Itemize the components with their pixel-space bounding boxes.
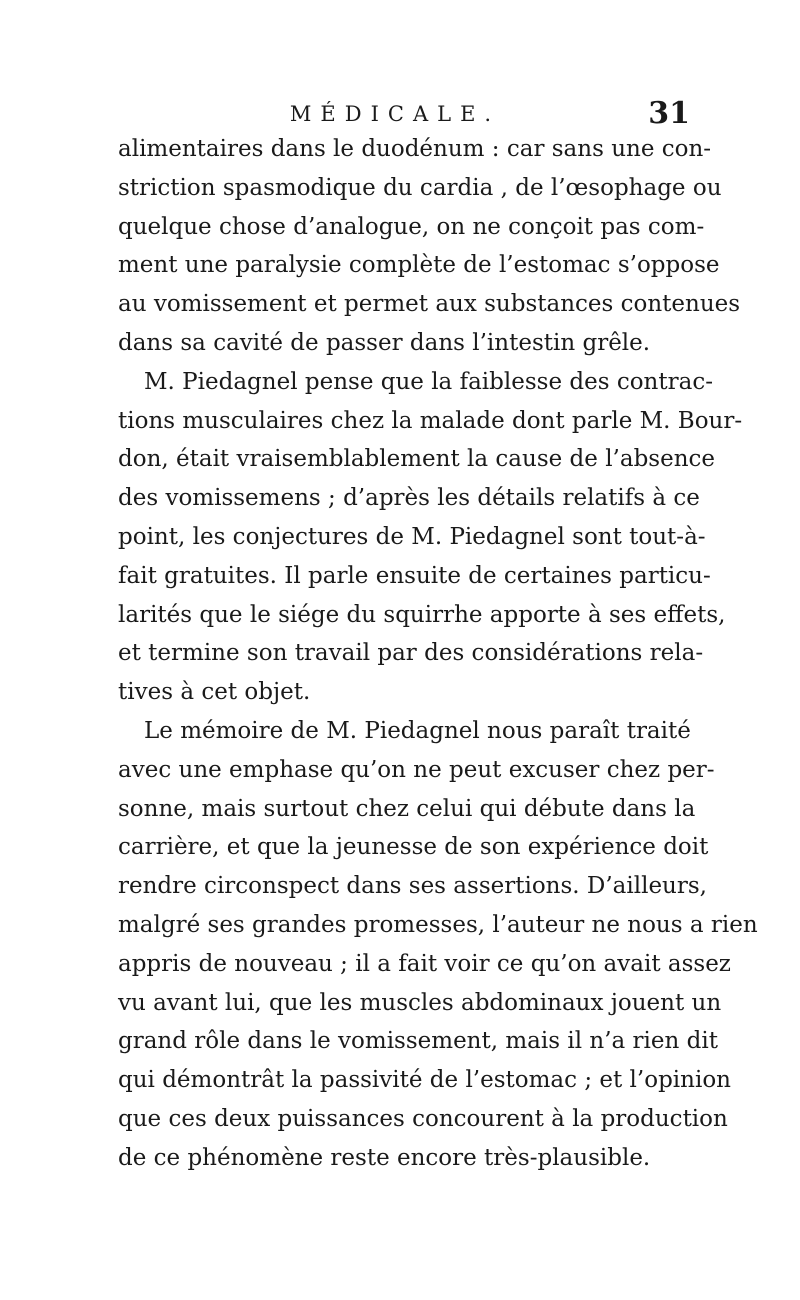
text-line: au vomissement et permet aux substances contenues [118,291,741,318]
page-number: 31 [648,96,690,131]
text-line: carrière, et que la jeunesse de son expérience doit [118,834,709,861]
text-line: vu avant lui, que les muscles abdominaux jouent un [118,989,722,1016]
text-line: des vomissemens ; d’après les détails relatifs à ce [118,485,700,512]
text-line: rendre circonspect dans ses assertions. D’ailleurs, [118,873,707,900]
text-line: tives à cet objet. [118,679,311,706]
text-line: M. Piedagnel pense que la faiblesse des contrac- [144,368,713,395]
text-line: que ces deux puissances concourent à la production [118,1105,728,1132]
body-text [118,130,758,1178]
paragraph [118,130,741,363]
paragraph [118,363,743,712]
text-line: avec une emphase qu’on ne peut excuser chez per- [118,756,715,783]
text-line: grand rôle dans le vomissement, mais il n’a rien dit [118,1028,718,1055]
running-title: MÉDICALE. [289,102,501,126]
text-line: don, était vraisemblablement la cause de l’absence [118,446,716,473]
text-line: striction spasmodique du cardia , de l’œsophage ou [118,174,722,201]
text-line: malgré ses grandes promesses, l’auteur ne nous a rien [118,911,758,938]
text-line: fait gratuites. Il parle ensuite de certaines particu- [118,562,711,589]
text-line: sonne, mais surtout chez celui qui débute dans la [118,795,696,822]
text-line: ment une paralysie complète de l’estomac s’oppose [118,252,720,279]
text-line: et termine son travail par des considérations rela- [118,640,704,667]
text-line: point, les conjectures de M. Piedagnel sont tout-à- [118,523,706,550]
text-line: de ce phénomène reste encore très-plausible. [118,1144,651,1171]
text-line: quelque chose d’analogue, on ne conçoit pas com- [118,213,705,240]
text-line: tions musculaires chez la malade dont parle M. Bour- [118,407,743,434]
text-line: qui démontrât la passivité de l’estomac ; et l’opinion [118,1067,731,1094]
paragraph [118,712,758,1178]
text-line: alimentaires dans le duodénum : car sans une con- [118,136,712,162]
text-line: dans sa cavité de passer dans l’intestin grêle. [118,329,651,356]
text-line: larités que le siége du squirrhe apporte à ses effets, [118,601,726,628]
text-line: Le mémoire de M. Piedagnel nous paraît traité [144,717,691,744]
text-line: appris de nouveau ; il a fait voir ce qu’on avait assez [118,950,731,977]
